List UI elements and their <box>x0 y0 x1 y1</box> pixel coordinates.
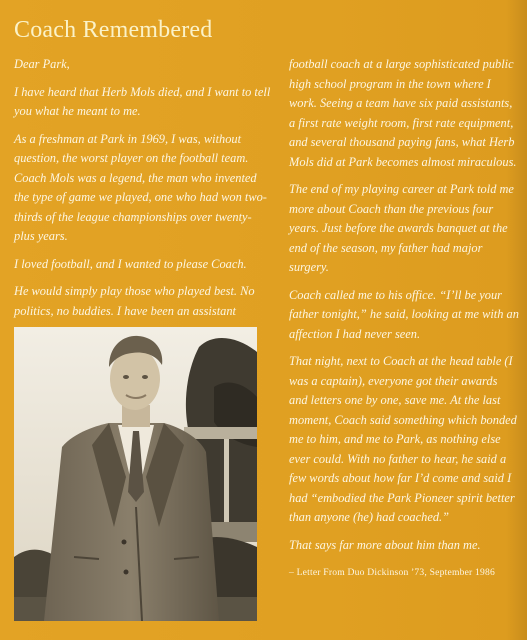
letter-paragraph: He would simply play those who played best. No politics, no buddies. I have been an assistant <box>14 284 255 318</box>
letter-paragraph: That says far more about him than me. <box>289 537 481 552</box>
letter-column-left <box>14 55 272 329</box>
letter-signature: – Letter From Duo Dickinson ’73, September 1986 <box>289 567 496 578</box>
letter-paragraph: I loved football, and I wanted to please Coach. <box>14 256 247 271</box>
letter-paragraph: Coach called me to his office. “I’ll be your father tonight,” he said, looking at me with an affection I had never seen. <box>289 287 519 341</box>
letter-paragraph: I have heard that Herb Mols died, and I want to tell you what he meant to me. <box>14 84 271 118</box>
man-in-overcoat-photo <box>14 327 257 621</box>
letter-column-right <box>289 55 519 583</box>
letter-paragraph: Dear Park, <box>14 57 70 71</box>
page-title: Coach Remembered <box>14 17 213 43</box>
letter-paragraph: As a freshman at Park in 1969, I was, without question, the worst player on the football team. Coach Mols was a legend, the man who invented the type of game we played, one who had won two-thirds of the league championships over twenty-plus years. <box>14 131 267 243</box>
letter-paragraph: football coach at a large sophisticated public high school program in the town where I work. Seeing a team have six paid assistants, a first rate weight room, first rate equipment, and several thousand paying fans, what Herb Mols did at Park becomes almost miraculous. <box>289 57 517 169</box>
letter-paragraph: That night, next to Coach at the head table (I was a captain), everyone got their awards and letters one by one, save me. At the last moment, Coach said something which bonded me to him, and me to Park, as nothing else ever could. With no father to hear, he said a few words about how far I’d come and said I had “embodied the Park Pioneer spirit better than anyone (he) had coached.” <box>289 354 517 524</box>
letter-paragraph: The end of my playing career at Park told me more about Coach than the previous four years. Just before the awards banquet at the end of the season, my father had major surgery. <box>289 182 514 274</box>
